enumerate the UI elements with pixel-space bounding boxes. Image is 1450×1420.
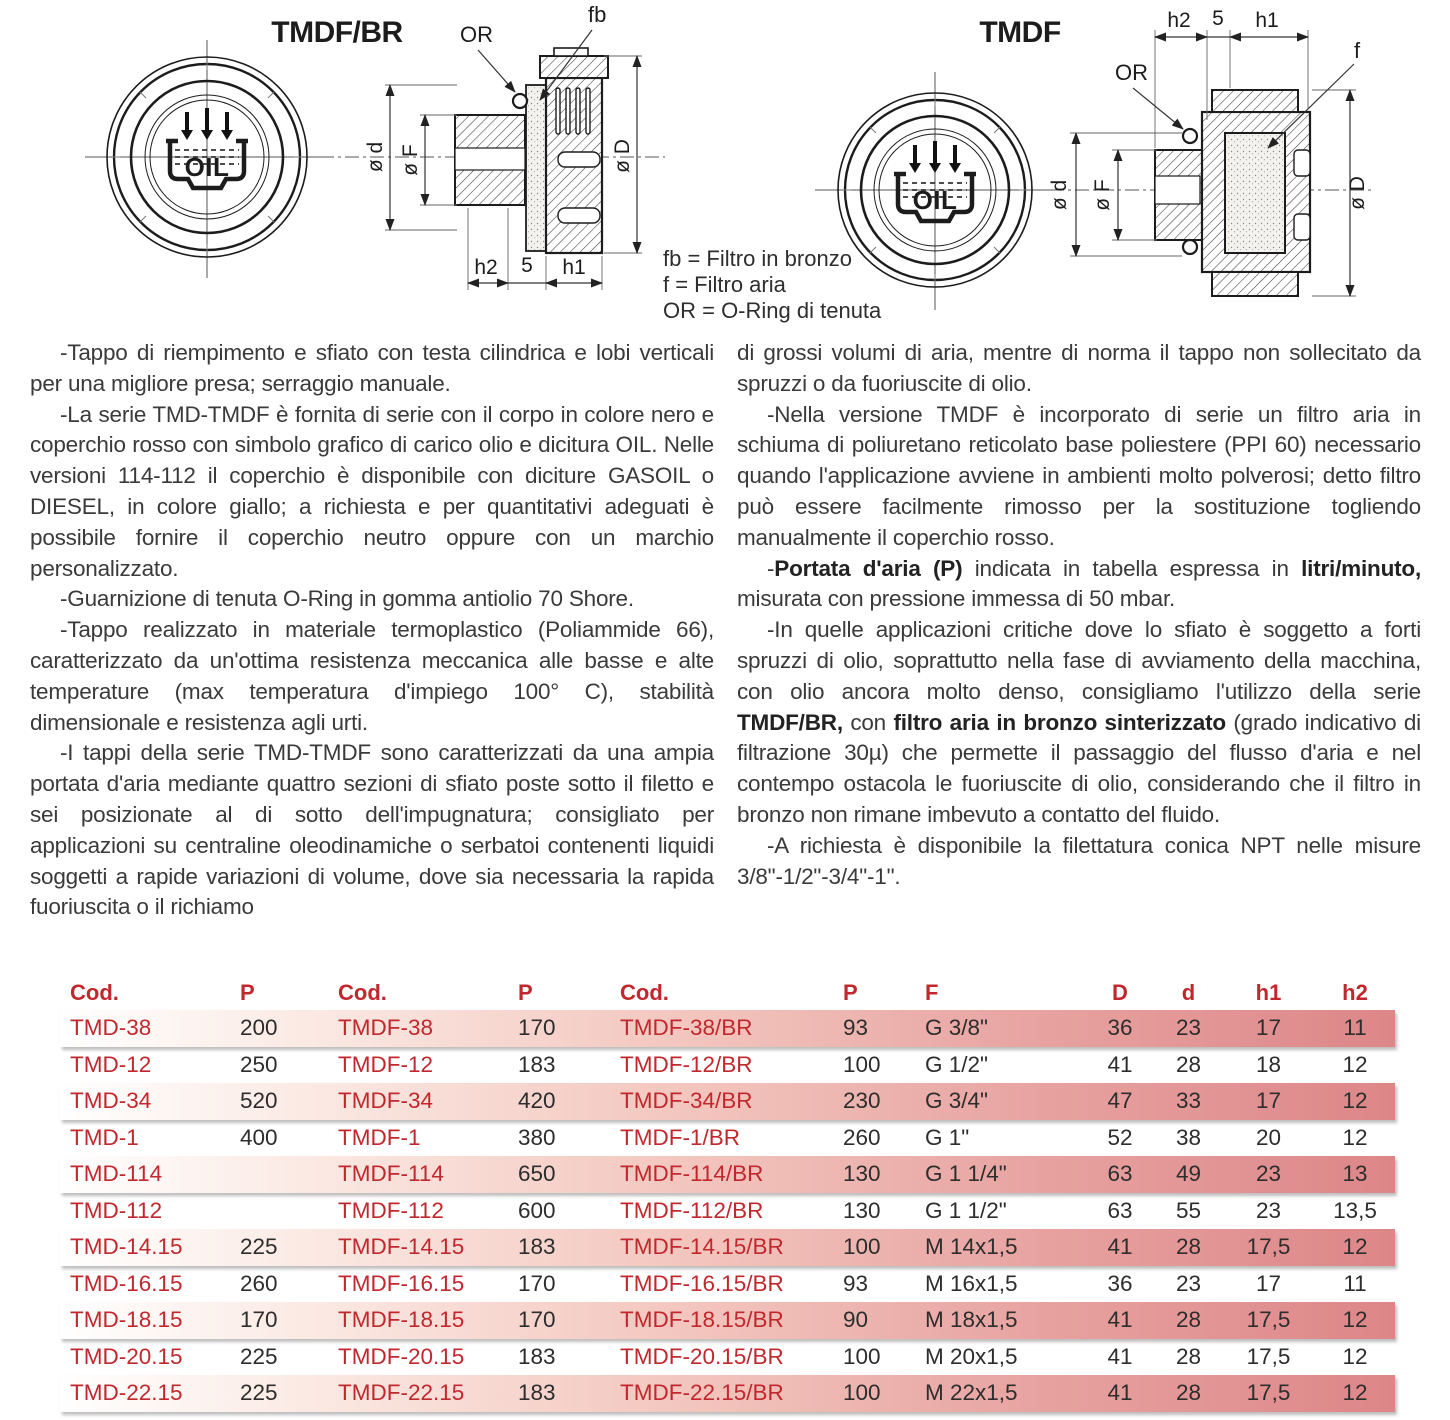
value-cell: 183 [518, 1380, 556, 1406]
product-code-cell: TMD-114 [70, 1161, 163, 1187]
value-cell: 183 [518, 1234, 556, 1260]
product-code-cell: TMDF-34 [338, 1088, 433, 1114]
table-row [60, 1083, 1395, 1120]
product-code-cell: TMDF-14.15 [338, 1234, 465, 1260]
dim-label-dia-d: ø d [1048, 179, 1071, 211]
value-cell: 36 [1107, 1270, 1133, 1296]
value-cell: 38 [1175, 1124, 1202, 1150]
product-code-cell: TMD-20.15 [70, 1343, 183, 1369]
product-code-cell: TMDF-22.15/BR [620, 1380, 784, 1406]
product-code-cell: TMD-112 [70, 1197, 163, 1223]
dim-label-dia-D: ø D [1346, 176, 1369, 210]
value-cell: 23 [1255, 1197, 1282, 1223]
product-code-cell: TMDF-114 [338, 1161, 444, 1187]
dim-label-h2: h2 [474, 256, 498, 279]
drawing-tmdf-br [20, 0, 670, 335]
value-cell: 17,5 [1246, 1380, 1291, 1406]
text-column-left [30, 338, 714, 923]
dim-label-dia-D: ø D [611, 139, 634, 173]
value-cell: 12 [1342, 1051, 1368, 1077]
value-cell: 650 [518, 1161, 556, 1187]
product-code-cell: TMDF-20.15 [338, 1343, 465, 1369]
table-header-cell: D [1112, 980, 1128, 1005]
callout-f: f [1354, 38, 1361, 63]
table-row [60, 1339, 1395, 1376]
value-cell: 41 [1107, 1234, 1133, 1260]
table-header-cell: Cod. [338, 980, 387, 1005]
value-cell: 49 [1175, 1161, 1202, 1187]
value-cell: M 16x1,5 [925, 1270, 1018, 1296]
product-code-cell: TMD-12 [70, 1051, 152, 1077]
legend-line: OR = O-Ring di tenuta [663, 298, 882, 323]
text-column-right [737, 338, 1421, 892]
paragraph: -Guarnizione di tenuta O-Ring in gomma antiolio 70 Shore. [60, 586, 634, 612]
value-cell: 12 [1342, 1124, 1368, 1150]
value-cell: 47 [1107, 1088, 1133, 1114]
value-cell: 12 [1342, 1234, 1368, 1260]
oil-label: OIL [184, 152, 230, 182]
value-cell: 380 [518, 1124, 556, 1150]
product-code-cell: TMD-38 [70, 1015, 152, 1041]
value-cell: 170 [518, 1015, 556, 1041]
value-cell: 12 [1342, 1088, 1368, 1114]
front-view-cap [85, 40, 332, 278]
drawing-legend [663, 246, 881, 324]
value-cell: 225 [240, 1380, 278, 1406]
value-cell: 17 [1255, 1088, 1282, 1114]
dim-label-h2: h2 [1167, 9, 1191, 32]
value-cell: 230 [843, 1088, 881, 1114]
table-header-cell: P [518, 980, 533, 1005]
value-cell: 17,5 [1246, 1343, 1291, 1369]
value-cell: 130 [843, 1197, 881, 1223]
product-code-cell: TMDF-12/BR [620, 1051, 753, 1077]
product-code-cell: TMDF-34/BR [620, 1088, 753, 1114]
value-cell: 17,5 [1246, 1307, 1291, 1333]
value-cell: 11 [1343, 1015, 1367, 1041]
paragraph: di grossi volumi di aria, mentre di norma il tappo non sollecitato da spruzzi o da fuoriuscite di olio. [737, 340, 1421, 396]
product-code-cell: TMD-22.15 [70, 1380, 183, 1406]
product-code-cell: TMDF-1 [338, 1124, 421, 1150]
paragraph: -Nella versione TMDF è incorporato di serie un filtro aria in schiuma di poliuretano reticolato base poliestere (PPI 60) necessario quando l'applicazione avviene in ambienti molto polverosi; detto filtro può essere facilmente rimosso per la sostituzione togliendo manualmente il coperchio rosso. [737, 401, 1421, 550]
table-header-cell: P [843, 980, 858, 1005]
value-cell: 17 [1255, 1270, 1282, 1296]
value-cell: 100 [843, 1343, 881, 1369]
value-cell: 55 [1175, 1197, 1202, 1223]
table-row [60, 1047, 1395, 1084]
section-view-tmdf [1048, 7, 1375, 296]
dim-label-h1: h1 [1255, 9, 1279, 32]
value-cell: G 1 1/2" [925, 1197, 1007, 1223]
paragraph: -Tappo realizzato in materiale termoplastico (Poliammide 66), caratterizzato da un'ottima resistenza meccanica alle basse e alte temperature (max temperatura d'impiego 100° C), stabilità dimensionale e resistenza agli urti. [30, 617, 714, 735]
product-code-cell: TMDF-114/BR [620, 1161, 764, 1187]
value-cell: 17 [1255, 1015, 1282, 1041]
table-header-cell: Cod. [620, 980, 669, 1005]
product-code-cell: TMD-1 [70, 1124, 139, 1150]
product-code-cell: TMDF-20.15/BR [620, 1343, 784, 1369]
value-cell: 420 [518, 1088, 556, 1114]
dim-label-5: 5 [521, 254, 533, 277]
table-row [60, 1156, 1395, 1193]
value-cell: 250 [240, 1051, 278, 1077]
paragraph: -In quelle applicazioni critiche dove lo sfiato è soggetto a forti spruzzi di olio, soprattutto nella fase di avviamento della macchina, con olio ancora molto denso, consigliamo l'utilizzo della serie TMDF/BR, con filtro aria in bronzo sinterizzato (grado indicativo di filtrazione 30µ) che permette il passaggio del flusso d'aria e nel contempo ostacola le fuoriuscite di olio, considerando che il filtro in bronzo non rimane imbevuto a contatto del fluido. [737, 617, 1421, 827]
value-cell: 130 [843, 1161, 881, 1187]
value-cell: 41 [1107, 1343, 1133, 1369]
value-cell: 20 [1255, 1124, 1282, 1150]
product-code-cell: TMDF-16.15 [338, 1270, 465, 1296]
drawing-title-tmdf: TMDF [979, 16, 1061, 49]
table-header-row [60, 976, 1395, 1010]
value-cell: G 1/2" [925, 1051, 989, 1077]
dim-label-h1: h1 [562, 256, 586, 279]
value-cell: 12 [1342, 1307, 1368, 1333]
product-code-cell: TMDF-112/BR [620, 1197, 764, 1223]
value-cell: 183 [518, 1051, 556, 1077]
dim-label-5: 5 [1212, 7, 1224, 30]
legend-line: f = Filtro aria [663, 272, 786, 297]
value-cell: 23 [1255, 1161, 1282, 1187]
value-cell: 18 [1255, 1051, 1282, 1077]
value-cell: 93 [843, 1270, 869, 1296]
dim-label-dia-F: ø F [1091, 179, 1114, 211]
table-row [60, 1193, 1395, 1230]
product-code-cell: TMDF-12 [338, 1051, 433, 1077]
table-row [60, 1010, 1395, 1047]
callout-or: OR [460, 22, 493, 47]
table-header-cell: h1 [1255, 980, 1282, 1005]
table-row [60, 1266, 1395, 1303]
value-cell: 170 [518, 1270, 556, 1296]
value-cell: M 22x1,5 [925, 1380, 1018, 1406]
value-cell: 170 [240, 1307, 278, 1333]
value-cell: 63 [1107, 1161, 1133, 1187]
callout-fb: fb [588, 2, 607, 27]
table-header-cell: F [925, 980, 939, 1005]
value-cell: G 1" [925, 1124, 970, 1150]
paragraph: -La serie TMD-TMDF è fornita di serie con il corpo in colore nero e coperchio rosso con simbolo grafico di carico olio e dicitura OIL. Nelle versioni 114-112 il coperchio è disponibile con diciture GASOIL o DIESEL, in colore giallo; a richiesta e per quantitativi adeguati è possibile fornire il coperchio neutro oppure con un marchio personalizzato. [30, 401, 714, 581]
product-code-cell: TMD-14.15 [70, 1234, 183, 1260]
product-code-cell: TMDF-38 [338, 1015, 433, 1041]
value-cell: 28 [1175, 1343, 1202, 1369]
table-header-cell: h2 [1342, 980, 1368, 1005]
dimensions-table [60, 976, 1395, 1412]
value-cell: 11 [1343, 1270, 1367, 1296]
value-cell: 13 [1342, 1161, 1368, 1187]
value-cell: 225 [240, 1234, 278, 1260]
value-cell: 100 [843, 1380, 881, 1406]
value-cell: 33 [1175, 1088, 1202, 1114]
value-cell: 13,5 [1333, 1197, 1377, 1223]
paragraph: -A richiesta è disponibile la filettatura conica NPT nelle misure 3/8"-1/2"-3/4"-1". [737, 832, 1421, 889]
value-cell: G 1 1/4" [925, 1161, 1007, 1187]
product-code-cell: TMDF-16.15/BR [620, 1270, 784, 1296]
value-cell: 90 [843, 1307, 869, 1333]
value-cell: 41 [1107, 1307, 1133, 1333]
value-cell: 28 [1175, 1051, 1202, 1077]
value-cell: 52 [1107, 1124, 1133, 1150]
value-cell: 200 [240, 1015, 278, 1041]
product-code-cell: TMDF-38/BR [620, 1015, 753, 1041]
value-cell: M 20x1,5 [925, 1343, 1018, 1369]
table-header-cell: Cod. [70, 980, 119, 1005]
callout-or: OR [1115, 60, 1148, 85]
paragraph: -I tappi della serie TMD-TMDF sono caratterizzati da una ampia portata d'aria mediante quattro sezioni di sfiato poste sotto il filetto e sei posizionate al di sotto dell'impugnatura; consigliato per applicazioni su centraline oleodinamiche o serbatoi contenenti liquidi soggetti a rapide variazioni di volume, dove sia necessaria la rapida fuoriuscita o il richiamo [30, 740, 714, 920]
value-cell: 12 [1342, 1343, 1368, 1369]
legend-line: fb = Filtro in bronzo [663, 246, 852, 271]
value-cell: 600 [518, 1197, 556, 1223]
paragraph: -Tappo di riempimento e sfiato con testa cilindrica e lobi verticali per una migliore presa; serraggio manuale. [30, 340, 714, 396]
product-code-cell: TMDF-18.15 [338, 1307, 465, 1333]
table-row [60, 1375, 1395, 1412]
value-cell: 100 [843, 1234, 881, 1260]
value-cell: 28 [1175, 1307, 1202, 1333]
dim-label-dia-F: ø F [399, 144, 422, 176]
product-code-cell: TMD-16.15 [70, 1270, 183, 1296]
value-cell: 17,5 [1246, 1234, 1291, 1260]
value-cell: 23 [1175, 1270, 1202, 1296]
table-header-cell: P [240, 980, 255, 1005]
value-cell: 28 [1175, 1234, 1202, 1260]
value-cell: 225 [240, 1343, 278, 1369]
value-cell: 170 [518, 1307, 556, 1333]
value-cell: G 3/8" [925, 1015, 989, 1041]
value-cell: 183 [518, 1343, 556, 1369]
product-code-cell: TMDF-18.15/BR [620, 1307, 784, 1333]
value-cell: M 14x1,5 [925, 1234, 1018, 1260]
product-code-cell: TMDF-1/BR [620, 1124, 740, 1150]
product-code-cell: TMD-18.15 [70, 1307, 183, 1333]
value-cell: 28 [1175, 1380, 1202, 1406]
value-cell: G 3/4" [925, 1088, 989, 1114]
value-cell: M 18x1,5 [925, 1307, 1018, 1333]
value-cell: 41 [1107, 1051, 1133, 1077]
value-cell: 41 [1107, 1380, 1133, 1406]
product-code-cell: TMDF-14.15/BR [620, 1234, 784, 1260]
value-cell: 100 [843, 1051, 881, 1077]
value-cell: 63 [1107, 1197, 1133, 1223]
table-row [60, 1229, 1395, 1266]
table-row [60, 1120, 1395, 1157]
table-row [60, 1302, 1395, 1339]
value-cell: 36 [1107, 1015, 1133, 1041]
value-cell: 23 [1175, 1015, 1202, 1041]
value-cell: 520 [240, 1088, 278, 1114]
value-cell: 93 [843, 1015, 869, 1041]
value-cell: 260 [843, 1124, 881, 1150]
drawing-title-tmdf-br: TMDF/BR [271, 16, 403, 49]
value-cell: 12 [1342, 1380, 1368, 1406]
oil-label: OIL [912, 185, 958, 215]
product-code-cell: TMD-34 [70, 1088, 152, 1114]
product-code-cell: TMDF-22.15 [338, 1380, 465, 1406]
dim-label-dia-d: ø d [364, 141, 387, 173]
product-code-cell: TMDF-112 [338, 1197, 444, 1223]
table-header-cell: d [1181, 980, 1196, 1005]
value-cell: 260 [240, 1270, 278, 1296]
paragraph: -Portata d'aria (P) indicata in tabella espressa in litri/minuto, misurata con pressione immessa di 50 mbar. [737, 555, 1421, 612]
value-cell: 400 [240, 1124, 278, 1150]
